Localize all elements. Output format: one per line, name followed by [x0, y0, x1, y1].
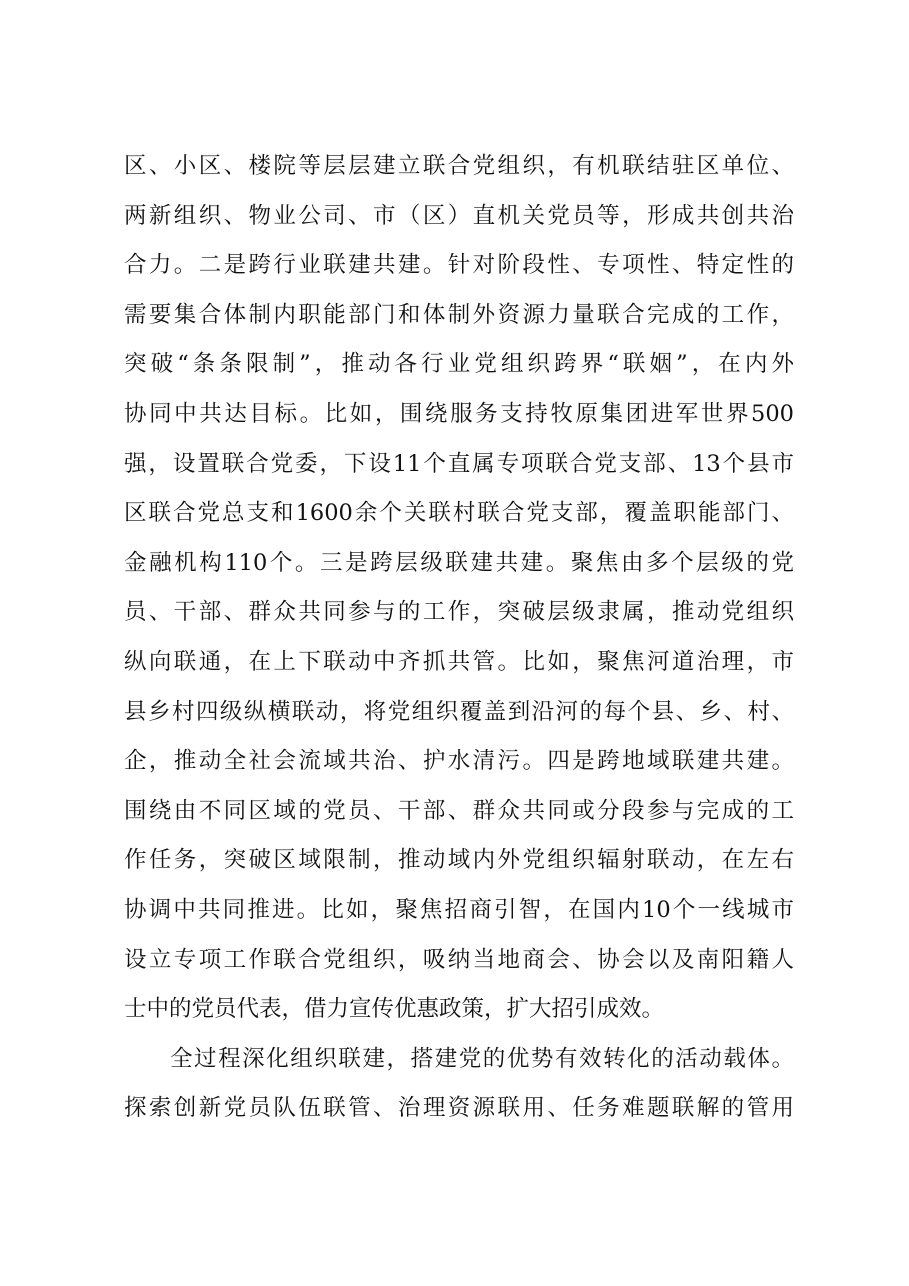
- text-line: 区联合党总支和1600余个关联村联合党支部，覆盖职能部门、: [124, 500, 794, 527]
- text-line: 需要集合体制内职能部门和体制外资源力量联合完成的工作，: [124, 301, 794, 328]
- paragraph-first-line: 全过程深化组织联建，搭建党的优势有效转化的活动载体。: [170, 1045, 794, 1072]
- text-line: 围绕由不同区域的党员、干部、群众共同或分段参与完成的工: [124, 797, 794, 824]
- text-line: 员、干部、群众共同参与的工作，突破层级隶属，推动党组织: [124, 599, 794, 626]
- text-line: 区、小区、楼院等层层建立联合党组织，有机联结驻区单位、: [124, 153, 794, 179]
- text-line: 企，推动全社会流域共治、护水清污。四是跨地域联建共建。: [124, 748, 794, 775]
- text-line: 探索创新党员队伍联管、治理资源联用、任务难题联解的管用: [124, 1095, 794, 1122]
- text-line: 设立专项工作联合党组织，吸纳当地商会、协会以及南阳籍人: [124, 946, 794, 973]
- document-body: [124, 142, 794, 1134]
- text-line: 强，设置联合党委，下设11个直属专项联合党支部、13个县市: [124, 450, 794, 477]
- text-line: 协调中共同推进。比如，聚焦招商引智，在国内10个一线城市: [124, 896, 794, 923]
- text-line: 两新组织、物业公司、市（区）直机关党员等，形成共创共治: [124, 202, 794, 229]
- text-line: 协同中共达目标。比如，围绕服务支持牧原集团进军世界500: [124, 400, 794, 427]
- text-line: 纵向联通，在上下联动中齐抓共管。比如，聚焦河道治理，市: [124, 648, 794, 675]
- text-line: 金融机构110个。三是跨层级联建共建。聚焦由多个层级的党: [124, 549, 794, 576]
- text-line: 突破“条条限制”，推动各行业党组织跨界“联姻”，在内外: [124, 351, 794, 378]
- text-line: 县乡村四级纵横联动，将党组织覆盖到沿河的每个县、乡、村、: [124, 698, 794, 725]
- text-line: 作任务，突破区域限制，推动域内外党组织辐射联动，在左右: [124, 847, 794, 874]
- paragraph-end-line: 士中的党员代表，借力宣传优惠政策，扩大招引成效。: [124, 996, 665, 1023]
- text-line: 合力。二是跨行业联建共建。针对阶段性、专项性、特定性的: [124, 252, 794, 279]
